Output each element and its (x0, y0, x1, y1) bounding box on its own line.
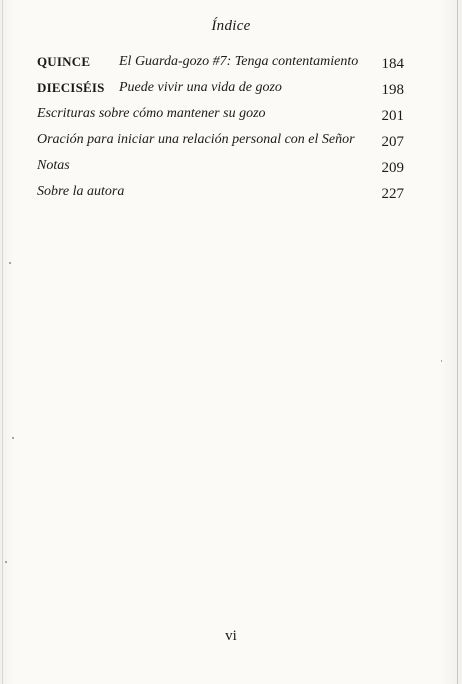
page-right-edge (457, 0, 458, 684)
table-of-contents (37, 52, 404, 208)
toc-entry-escrituras (37, 104, 404, 130)
entry-title: Notas (37, 158, 70, 173)
page-folio: vi (225, 628, 237, 644)
entry-page-number: 207 (381, 134, 404, 150)
entry-page-number: 198 (381, 82, 404, 98)
entry-title: Puede vivir una vida de gozo (119, 80, 282, 95)
toc-entry-notas (37, 156, 404, 182)
scan-speck (441, 360, 442, 362)
scan-speck (12, 437, 14, 439)
toc-entry-quince (37, 52, 404, 78)
entry-page-number: 227 (381, 186, 404, 202)
chapter-label: DIECISÉIS (37, 80, 105, 95)
entry-title: Escrituras sobre cómo mantener su gozo (37, 106, 266, 121)
toc-entry-dieciseis (37, 78, 404, 104)
running-head: Índice (211, 18, 251, 34)
entry-title: Oración para iniciar una relación personal con el Señor (37, 132, 355, 147)
toc-entry-oracion (37, 130, 404, 156)
entry-title: El Guarda-gozo #7: Tenga contentamiento (119, 54, 359, 69)
toc-entry-sobre-la-autora (37, 182, 404, 208)
entry-page-number: 209 (381, 160, 404, 176)
entry-page-number: 184 (381, 56, 404, 72)
entry-title: Sobre la autora (37, 184, 125, 199)
scan-speck (5, 561, 7, 563)
chapter-label: QUINCE (37, 54, 91, 69)
entry-page-number: 201 (381, 108, 404, 124)
page-left-edge (2, 0, 3, 684)
scan-speck (9, 262, 11, 264)
